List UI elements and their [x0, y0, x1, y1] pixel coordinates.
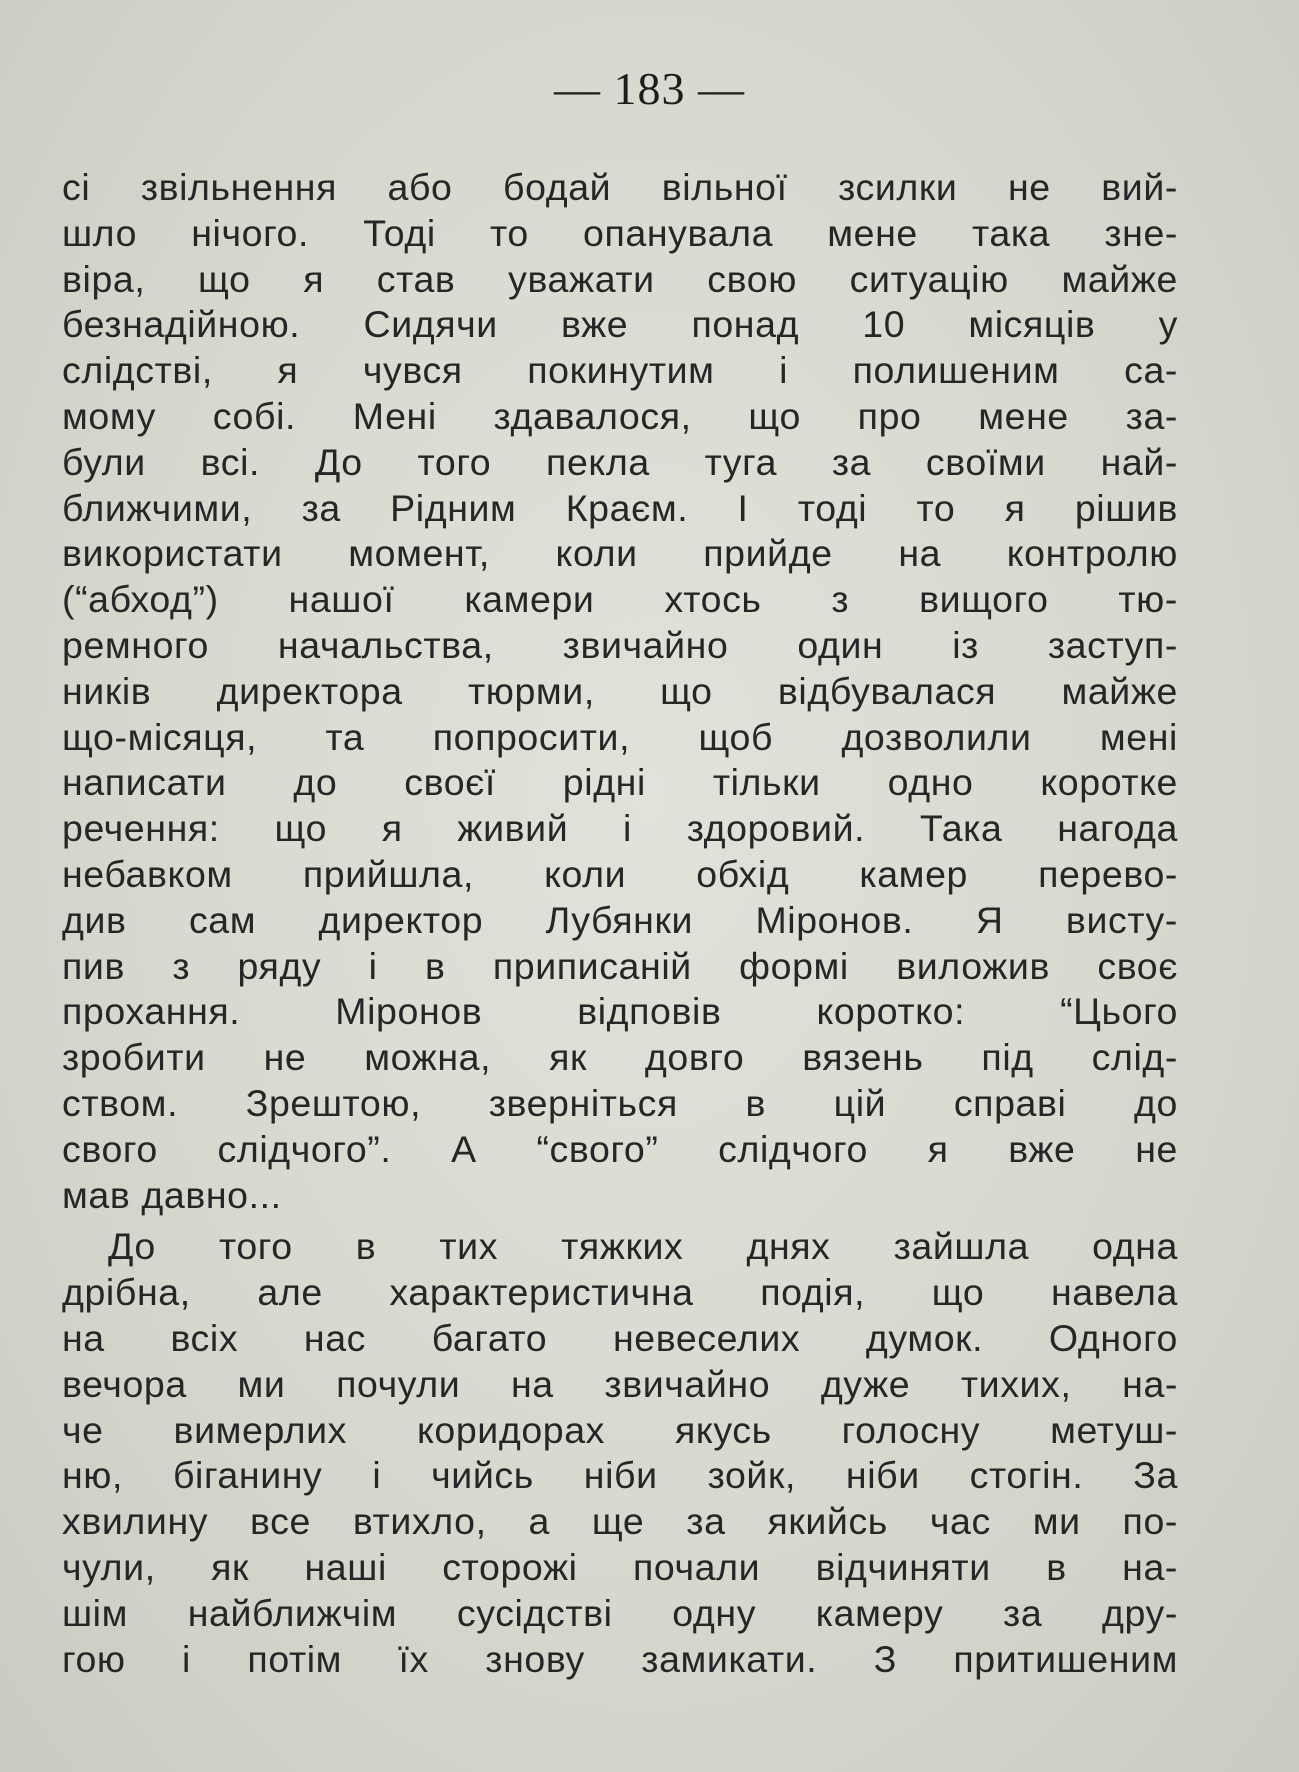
page-number: — 183 —: [554, 63, 745, 114]
text-line: шло нічого. Тоді то опанувала мене така зне-: [62, 211, 1178, 254]
text-line: шім найближчім сусідстві одну камеру за дру-: [62, 1591, 1178, 1634]
text-line: віра, що я став уважати свою ситуацію майже: [62, 257, 1178, 300]
text-line: на всіх нас багато невеселих думок. Одного: [62, 1316, 1178, 1359]
text-line: зробити не можна, як довго вязень під слід-: [62, 1036, 1178, 1079]
text-line: мому собі. Мені здавалося, що про мене за-: [62, 394, 1178, 437]
text-line: речення: що я живий і здоровий. Така нагода: [62, 807, 1178, 850]
text-line: прохання. Міронов відповів коротко: “Цього: [62, 990, 1178, 1033]
text-line: хвилину все втихло, а ще за якийсь час ми по-: [62, 1500, 1178, 1543]
text-line: че вимерлих коридорах якусь голосну метуш-: [62, 1408, 1178, 1451]
text-line: ників директора тюрми, що відбувалася майже: [62, 669, 1178, 712]
text-line: безнадійною. Сидячи вже понад 10 місяців у: [62, 303, 1178, 346]
text-line: чули, як наші сторожі почали відчиняти в на-: [62, 1545, 1178, 1588]
text-line: ближчими, за Рідним Краєм. І тоді то я рішив: [62, 486, 1178, 529]
text-line: сі звільнення або бодай вільної зсилки не вий-: [62, 166, 1178, 208]
text-line: були всі. До того пекла туга за своїми най-: [62, 440, 1178, 483]
text-line: (“абход”) нашої камери хтось з вищого тю-: [62, 578, 1178, 621]
text-line: написати до своєї рідні тільки одно коротке: [62, 761, 1178, 804]
text-line: ремного начальства, звичайно один із заступ-: [62, 623, 1178, 666]
paragraph-start-line: До того в тих тяжких днях зайшла одна: [108, 1225, 1178, 1268]
text-line: гою і потім їх знову замикати. З притишеним: [62, 1637, 1178, 1680]
text-line: пив з ряду і в приписаній формі виложив своє: [62, 944, 1178, 987]
text-line: свого слідчого”. А “свого” слідчого я вже не: [62, 1127, 1178, 1170]
body-text: [62, 165, 1178, 1682]
text-line: ню, біганину і чийсь ніби зойк, ніби стогін. За: [62, 1454, 1178, 1497]
text-line: вечора ми почули на звичайно дуже тихих, на-: [62, 1362, 1178, 1405]
text-line: що-місяця, та попросити, щоб дозволили мені: [62, 715, 1178, 758]
text-line: ством. Зрештою, зверніться в цій справі до: [62, 1081, 1178, 1124]
text-line: небавком прийшла, коли обхід камер перево-: [62, 852, 1178, 895]
text-line: слідстві, я чувся покинутим і полишеним са-: [62, 349, 1178, 392]
text-line: дрібна, але характеристична подія, що навела: [62, 1271, 1178, 1314]
text-line: див сам директор Лубянки Міронов. Я висту-: [62, 898, 1178, 941]
text-line: використати момент, коли прийде на контролю: [62, 532, 1178, 575]
paragraph-end-line: мав давно...: [62, 1173, 282, 1216]
